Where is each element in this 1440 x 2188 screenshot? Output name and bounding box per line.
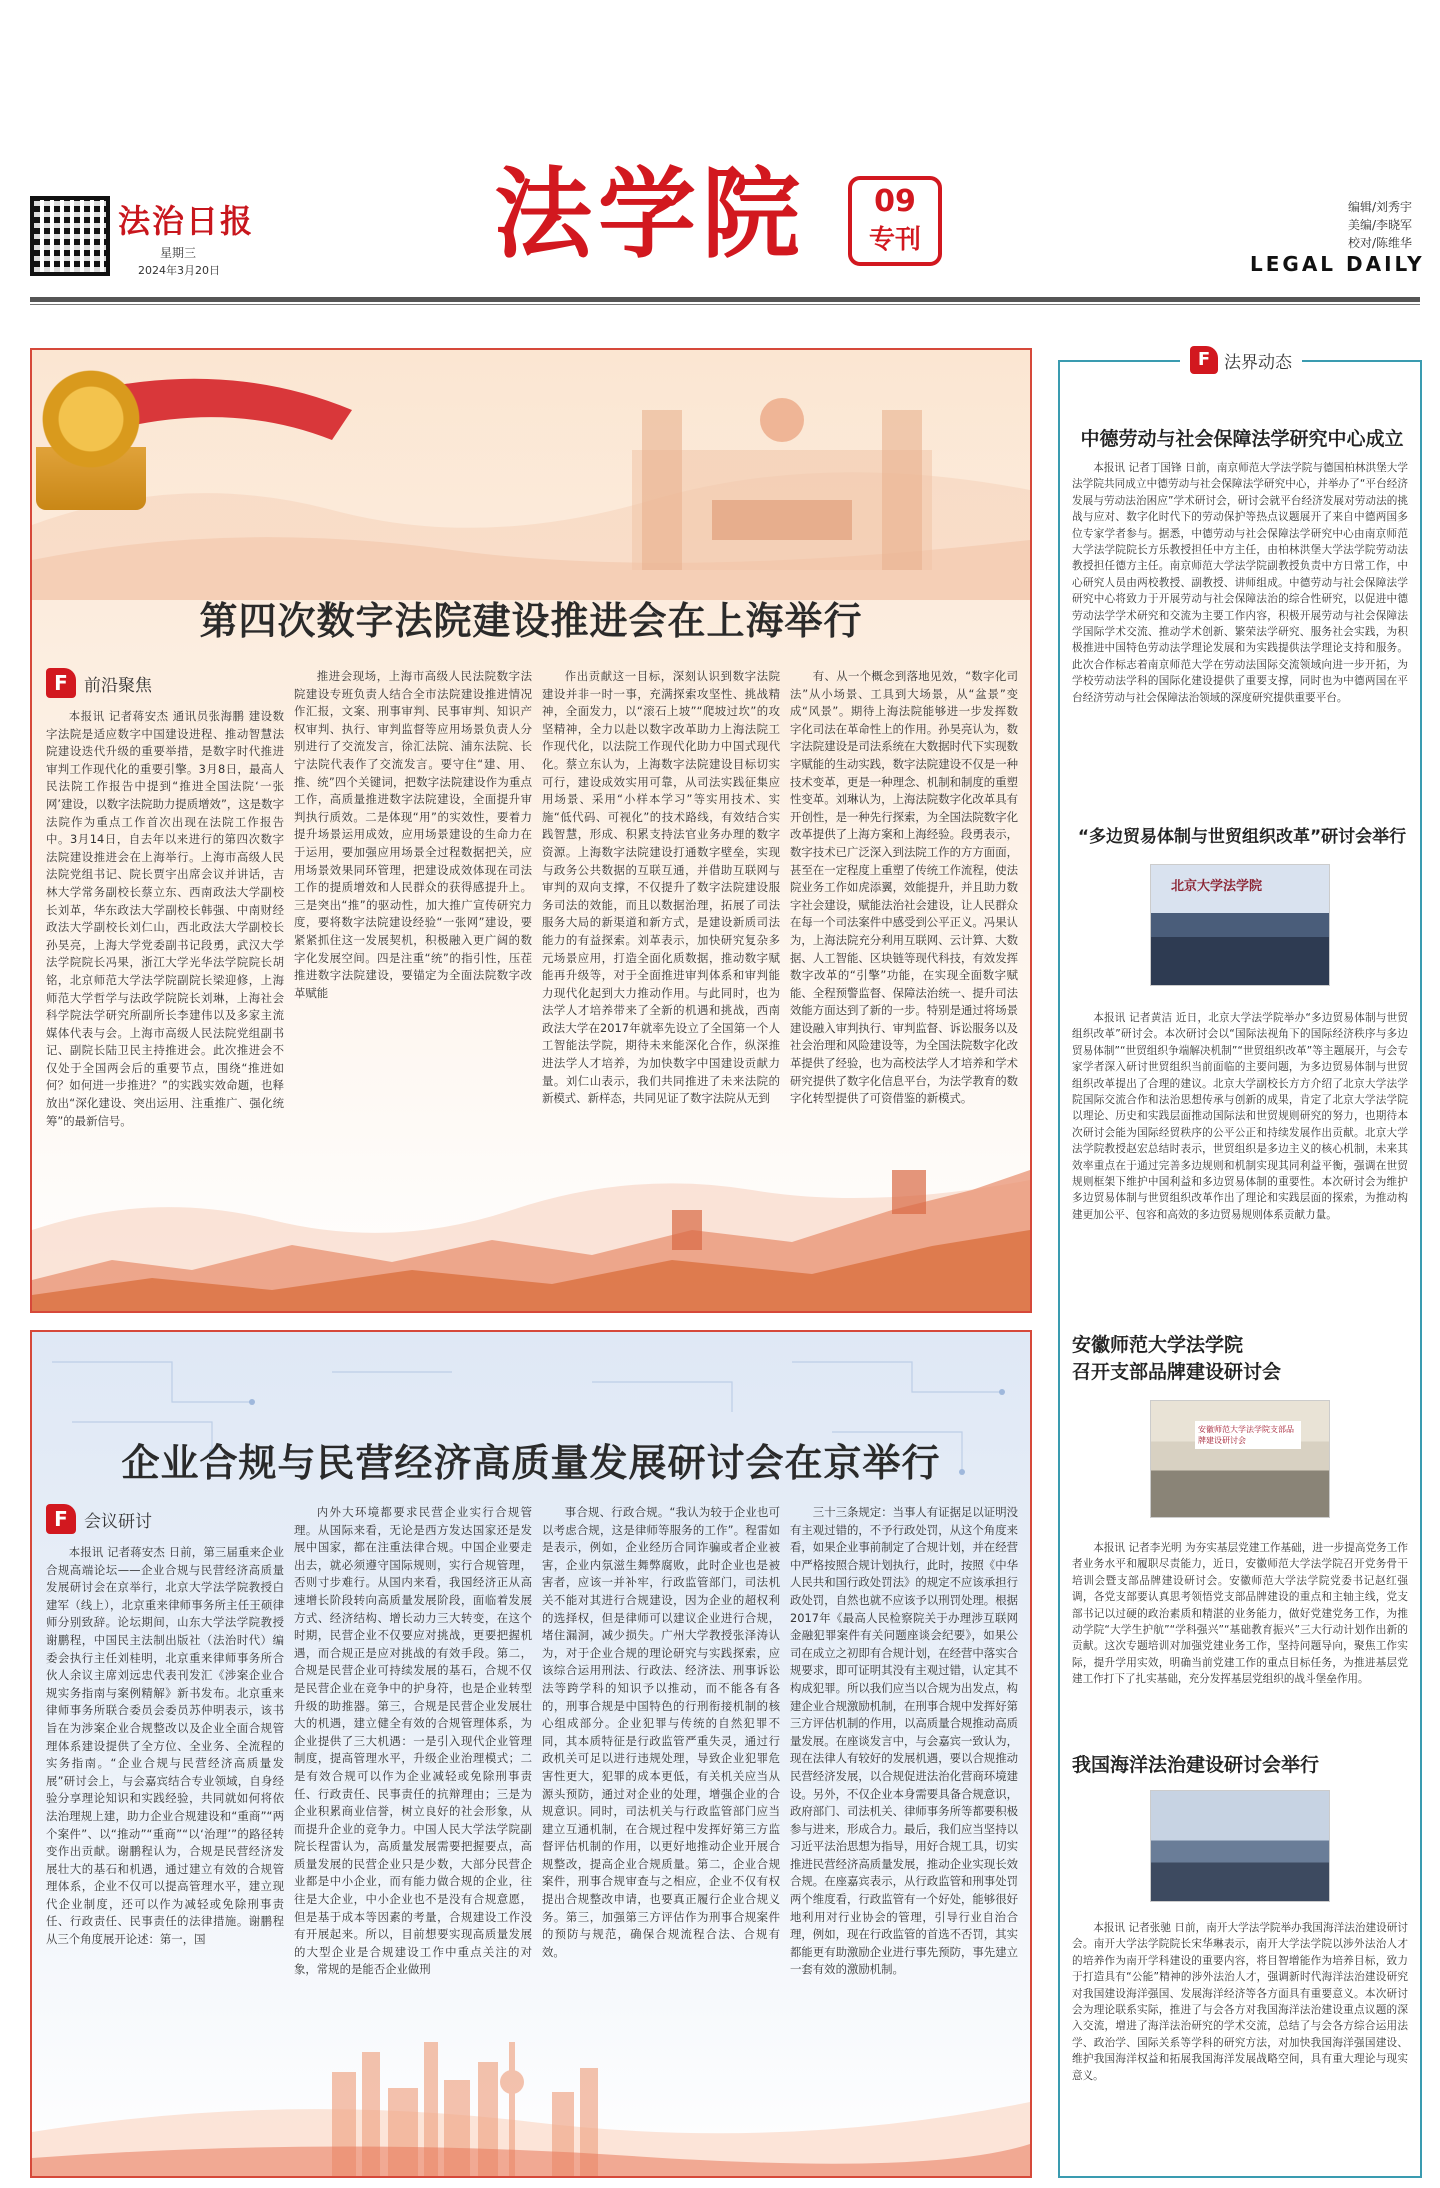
- article1-column-tag: [46, 668, 152, 698]
- article1-box: [30, 348, 1032, 1313]
- weekday: 星期三: [160, 246, 197, 260]
- page-label: 专刊: [868, 225, 921, 255]
- column-tag-label: 会议研讨: [84, 1511, 152, 1532]
- page-badge: [848, 176, 942, 266]
- article1-col-4: [790, 668, 1018, 1168]
- article1-paragraph: 有、从一个概念到落地见效，“数字化司法”从小场景、工具到大场景，从“盆景”变成“风景”。期待上海法院能够进一步发挥数字化司法在革命性上的作用。孙昊亮认为，数字法院建设是司法系统在大数据时代下实现数字赋能的生动实践，数字法院建设不仅是一种技术变革，更是一种理念、机制和制度的重塑性变革。刘琳认为，上海法院数字化改革具有开创性，是一种先行探索，为全国法院数字化改革提供了上海方案和上海经验。段勇表示，数字技术已广泛深入到法院工作的方方面面，甚至在一定程度上重塑了传统工作流程，使法院业务工作如虎添翼，效能提升，并且助力数字社会建设，赋能法治社会建设，让人民群众在每一个司法案件中感受到公平正义。冯果认为，上海法院充分利用互联网、云计算、大数据、人工智能、区块链等现代科技，有效发挥数字改革的“引擎”功能，在实现全面数字赋能、全程预警监督、保障法治统一、提升司法效能方面达到了新的一步。特别是通过将场景建设融入审判执行、审判监督、诉讼服务以及社会治理和风险建设等，为全国法院数字化改革提供了经验，也为高校法学人才培养和学术研究提供了数字化信息平台，为法学教育的数字化转型提供了可资借鉴的新模式。: [790, 669, 1018, 1106]
- article2-col-3: [542, 1504, 780, 2056]
- news3-headline-line1: 安徽师范大学法学院: [1072, 1334, 1244, 1356]
- article1-col-3: [542, 668, 780, 1168]
- article2-col-4: [790, 1504, 1018, 2056]
- great-wall-illustration: [32, 1150, 1030, 1311]
- qr-code: [30, 196, 110, 276]
- article1-col-2: [294, 668, 532, 1168]
- news1-paragraph: 本报讯 记者丁国锋 日前，南京师范大学法学院与德国柏林洪堡大学法学院共同成立中德劳动与社会保障法学研究中心，并举办了“平台经济发展与劳动法治困应”学术研讨会，研讨会就平台经济发展对劳动法的挑战与应对、数字化时代下的劳动保护等热点议题展开了来自中德两国多位专家学者参与。据悉，中德劳动与社会保障法学研究中心由南京师范大学法学院院长方乐教授担任中方主任，由柏林洪堡大学法学院劳动法教授担任德方主任。南京师范大学法学院副教授负责中方日常工作，中心研究人员由两校教授、副教授、讲师组成。中德劳动与社会保障法学研究中心将致力于开展劳动与社会保障法治的综合性研究，以促进中德劳动法学学术研究和交流为主要工作内容，积极开展劳动与社会保障法学国际学术交流、推动学术创新、繁荣法学研究、服务社会实践，为积极推进中国特色劳动法学理论发展和为实践提供法学理论支持和服务。此次合作标志着南京师范大学在劳动法国际交流领域向进一步开拓，为学校劳动法学科的国际化建设提供了重要支撑，同时也为中德两国在平台经济劳动与社会保障法治领域的深度研究提供重要平台。: [1072, 462, 1408, 704]
- page-number: 09: [874, 184, 916, 219]
- news4-headline: 我国海洋法治建设研讨会举行: [1072, 1754, 1320, 1776]
- news3-headline: [1072, 1330, 1412, 1384]
- lion-statue-icon: [36, 370, 146, 510]
- news4-paragraph: 本报讯 记者张驰 日前，南开大学法学院举办我国海洋法治建设研讨会。南开大学法学院院长宋华琳表示，南开大学法学院以涉外法治人才的培养作为南开学科建设的重要内容，将目智增能作为培养目标，致力于打造具有“公能”精神的涉外法治人才，强调新时代海洋法治建设研究对我国建设海洋强国、发展海洋经济等各方面具有重要意义。本次研讨会为理论联系实际，推进了与会各方对我国海洋法治建设重点议题的深入交流，增进了海洋法治研究的学术交流，总结了与会各方综合运用法学、政治学、国际关系等学科的研究方法，对加快我国海洋强国建设、维护我国海洋权益和拓展我国海洋发展战略空间，具有重大理论与现实意义。: [1072, 1922, 1408, 2082]
- column-tag-label: 前沿聚焦: [84, 675, 152, 696]
- article2-column-tag: [46, 1504, 152, 1534]
- article1-col-1: [46, 708, 284, 1168]
- editor-credit: 编辑/刘秀宇: [1348, 200, 1413, 214]
- article2-headline: 企业合规与民营经济高质量发展研讨会在京举行: [121, 1441, 941, 1485]
- article1-headline: 第四次数字法院建设推进会在上海举行: [199, 599, 863, 643]
- news2-paragraph: 本报讯 记者黄洁 近日，北京大学法学院举办“多边贸易体制与世贸组织改革”研讨会。本次研讨会以“国际法视角下的国际经济秩序与多边贸易体制”“世贸组织争端解决机制”“世贸组织改革”等主题展开，与会专家学者深入研讨世贸组织当前面临的主要问题，为多边贸易体制与世贸组织改革提出了合理的建议。北京大学副校长方方介绍了北京大学法学院国际交流合作和法治思想传承与创新的成果，肯定了北京大学法学院以理论、历史和实践层面推动国际法和世贸规则研究的努力，也期待本次研讨会能为国际经贸秩序的公平公正和持续发展作出贡献。北京大学法学院教授赵宏总结时表示，世贸组织是多边主义的核心机制，未来其效率重点在于通过完善多边规则和机制实现其同利益平衡，强调在世贸规则框架下维护中国利益和多边贸易体制的重要性。本次研讨会为维护多边贸易体制与世贸组织改革作出了理论和实践层面的探索，为推动构建更加公平、包容和高效的多边贸易规则体系贡献力量。: [1072, 1012, 1408, 1221]
- masthead-rule: [30, 297, 1420, 302]
- news4-photo: [1150, 1790, 1330, 1902]
- news3-photo: [1150, 1400, 1330, 1518]
- photo-caption: 安徽师范大学法学院支部品牌建设研讨会: [1195, 1421, 1301, 1449]
- sidebar-section-label: 法界动态: [1224, 352, 1292, 373]
- paper-name: 法治日报: [118, 202, 255, 240]
- city-skyline-illustration: [32, 2032, 1030, 2176]
- news2-photo: [1150, 864, 1330, 986]
- courtroom-illustration: [32, 350, 1030, 600]
- article2-col-2: [294, 1504, 532, 2056]
- column-tag-icon: F: [1190, 346, 1218, 374]
- news1-headline: 中德劳动与社会保障法学研究中心成立: [1080, 428, 1404, 450]
- news1-body: [1072, 460, 1408, 780]
- article2-paragraph: 本报讯 记者蒋安杰 日前，第三届重来企业合规高端论坛——企业合规与民营经济高质量发展研讨会在京举行，北京大学法学院教授白建军（线上），北京重来律师事务所主任王硕律师分别致辞。论坛期间，山东大学法学院教授谢鹏程，中国民主法制出版社（法治时代）编委会执行主任刘桂明，北京重来律师事务所合伙人余议主席刘远忠代表刊发汇《涉案企业合规实务指南与案例精解》新书发布。北京重来律师事务所联合委员会委员苏仲明表示，该书旨在为涉案企业合规整改以及企业全面合规管理体系建设提供了全方位、全业务、全流程的实务指南。“企业合规与民营经济高质量发展”研讨会上，与会嘉宾结合专业领域，自身经验分享理论知识和实践经验，共同就如何将依法治理规上建，助力企业合规建设和“重商”“两个案件”、以“推动”“重商”“以‘治理’”的路径转变作出贡献。谢鹏程认为，合规是民营经济发展壮大的基石和机遇，通过建立有效的合规管理体系，企业不仅可以提高管理水平，建立现代企业制度，还可以作为减轻或免除刑事责任、行政责任、民事责任的法律措施。谢鹏程从三个角度展开论述：第一，国: [46, 1545, 284, 1947]
- news2-headline: “多边贸易体制与世贸组织改革”研讨会举行: [1077, 827, 1407, 847]
- news3-paragraph: 本报讯 记者李光明 为夯实基层党建工作基础，进一步提高党务工作者业务水平和履职尽责能力，近日，安徽师范大学法学院召开党务骨干培训会暨支部品牌建设研讨会。安徽师范大学法学院党委书记赵红强调，各党支部要认真思考领悟党支部品牌建设的重点和主轴主线，党支部书记以过硬的政治素质和精湛的业务能力，做好党建党务工作，为推动学院“大学生护航”“学科强兴”“基础教育振兴”三大行动计划作出新的贡献。这次专题培训对加强党建业务工作，坚持问题导向，聚焦工作实际，提升学用实效，明确当前党建工作的重点目标任务，为推进基层党建工作打下了扎实基础，充分发挥基层党组织的战斗堡垒作用。: [1072, 1542, 1408, 1686]
- issue-date: 2024年3月20日: [138, 264, 220, 277]
- news3-headline-line2: 召开支部品牌建设研讨会: [1072, 1361, 1282, 1383]
- staff-credits: [1348, 198, 1412, 252]
- article2-paragraph: 事合规、行政合规。“我认为较于企业也可以考虑合规，这是律师等服务的工作”。程雷如是表示，例如，企业经历合同诈骗或者企业被害，企业内氛滋生舞弊腐败，此时企业也是被害者，应该一并补牢，行政监管部门，司法机关不能对其进行合规建设，因为企业的超权利的选择权，但是律师可以建议企业进行合规，堵住漏洞，减少损失。广州大学教授张泽涛认为，对于企业合规的理论研究与实践探索，应该综合运用刑法、行政法、经济法、刑事诉讼法等跨学科的知识予以推动，而不能各有各的，刑事合规是中国特色的行刑衔接机制的核心组成部分。企业犯罪与传统的自然犯罪不同，其本质特征是行政监管严重失灵，通过行政机关可足以进行违规处理，导致企业犯罪危害性更大，犯罪的成本更低，有关机关应当从源头预防，通过对企业的处理，增强企业的合规意识。同时，司法机关与行政监管部门应当建立互通机制，在合规过程中发挥好第三方监督评估机制的作用，以更好地推动企业开展合规整改，提高企业合规质量。第二，企业合规案件，刑事合规审查与之相应，企业不仅有权提出合规整改申请，也要真正履行企业合规义务。第三，加强第三方评估作为刑事合规案件的预防与规范，确保合规流程合法、合规有效。: [542, 1505, 780, 1959]
- masthead-rule-thin: [30, 304, 1420, 305]
- photo-sign: 北京大学法学院: [1171, 879, 1263, 894]
- article2-paragraph: 内外大环境都要求民营企业实行合规管理。从国际来看，无论是西方发达国家还是发展中国家，都在注重法律合规。中国企业要走出去，就必须遵守国际规则，实行合规管理，否则寸步难行。从国内来看，我国经济正从高速增长阶段转向高质量发展阶段，面临着发展方式、经济结构、增长动力三大转变，在这个时期，民营企业不仅要应对挑战，更要把握机遇，而合规正是应对挑战的有效手段。第二，合规是民营企业可持续发展的基石，合规不仅是民营企业在竞争中的护身符，也是企业转型升级的助推器。第三，合规是民营企业发展壮大的机遇，建立健全有效的合规管理体系，为企业提供了三大机遇：一是引入现代企业管理制度，提高管理水平，升级企业治理模式；二是有效合规可以作为企业减轻或免除刑事责任、行政责任、民事责任的抗辩理由；三是为企业积累商业信誉，树立良好的社会形象，从而提升企业的竞争力。中国人民大学法学院副院长程雷认为，高质量发展需要把握要点，高质量发展的民营企业只是少数，大部分民营企业都是中小企业，而有能力做合规的企业，往往是大企业，中小企业也不是没有合规意愿，但是基于成本等因素的考量，合规建设工作没有开展起来。所以，目前想要实现高质量发展的大型企业是合规建设工作中重点关注的对象，常规的是能否企业做刑: [294, 1505, 532, 1977]
- news4-body: [1072, 1920, 1408, 2165]
- proofreader-credit: 校对/陈维华: [1348, 236, 1413, 250]
- article2-paragraph: 三十三条规定：当事人有证据足以证明没有主观过错的，不予行政处罚，从这个角度来看，如果企业事前制定了合规计划，并在经营中严格按照合规计划执行，此时，按照《中华人民共和国行政处罚法》的规定不应该承担行政处罚，自然也就不应该予以刑罚处理。根据2017年《最高人民检察院关于办理涉互联网金融犯罪案件有关问题座谈会纪要》，如果公司在成立之初即有合规计划，在经营中落实合规要求，即可证明其没有主观过错，认定其不构成犯罪。所以我们应当以合规为出发点，构建企业合规激励机制，在刑事合规中发挥好第三方评估机制的作用，以高质量合规推动高质量发展。在座谈发言中，与会嘉宾一致认为，现在法律人有较好的发展机遇，要以合规推动民营经济发展，以合规促进法治化营商环境建设。另外，不仅企业本身需要具备合规意识，政府部门、司法机关、律师事务所等都要积极参与进来，形成合力。最后，我们应当坚持以习近平法治思想为指导，用好合规工具，切实推进民营经济高质量发展，推动企业实现长效合规。在座嘉宾表示，从行政监管和刑事处罚两个维度看，行政监管有一个好处，能够很好地利用对行业协会的管理，引导行业自治合理，例如，现在行政监管的首选不否罚，其实都能更有助激励企业进行事先预防，事先建立一套有效的激励机制。: [790, 1505, 1018, 1977]
- article1-paragraph: 本报讯 记者蒋安杰 通讯员张海鹏 建设数字法院是适应数字中国建设进程、推动智慧法院建设迭代升级的重要举措，是数字时代推进审判工作现代化的重要引擎。3月8日，最高人民法院工作报告中提到“推进全国法院‘一张网’建设，以数字法院助力提质增效”，这是数字法院作为重点工作首次出现在法院工作报告中。3月14日，自去年以来进行的第四次数字法院建设推进会在上海举行。上海市高级人民法院党组书记、院长贾宇出席会议并讲话，吉林大学常务副校长蔡立东、西南政法大学副校长刘革，华东政法大学副校长韩强、中南财经政法大学副校长刘仁山，西北政法大学副校长孙昊亮，上海大学党委副书记段勇，武汉大学法学院院长冯果，浙江大学光华法学院院长胡铭，北京师范大学法学院副院长梁迎修，上海师范大学哲学与法政学院院长刘琳，上海社会科学院法学研究所副所长李建伟以及多家主流媒体代表与会。上海市高级人民法院党组副书记、副院长陆卫民主持推进会。此次推进会不仅处于全国两会后的重要节点，围绕“推进如何？如何进一步推进？”的实践实效命题，也释放出“深化建设、突出运用、注重推广、强化统筹”的最新信号。: [46, 709, 284, 1128]
- column-tag-icon: F: [46, 668, 76, 698]
- column-tag-icon: F: [46, 1504, 76, 1534]
- news-sidebar-label: [1180, 346, 1302, 374]
- news2-body: [1072, 1010, 1408, 1310]
- designer-credit: 美编/李晓军: [1348, 218, 1413, 232]
- section-title: 法学院: [494, 158, 807, 272]
- article1-paragraph: 推进会现场，上海市高级人民法院数字法院建设专班负责人结合全市法院建设推进情况作汇报，文案、刑事审判、民事审判、知识产权审判、执行、审判监督等应用场景负责人分别进行了交流发言，徐汇法院、浦东法院、长宁法院代表作了交流发言。要守住“建、用、推、统”四个关键词，把数字法院建设作为重点工作，高质量推进数字法院建设，全面提升审判执行质效。二是体现“用”的实效性，要着力提升场景运用成效，应用场景建设的生命力在于运用，要加强应用场景全过程数据把关，应用场景效果同环管理，把建设成效体现在司法工作的提质增效和人民群众的获得感提升上。三是突出“推”的驱动性，加大推广宣传研究力度，要将数字法院建设经验“一张网”建设，要紧紧抓住这一发展契机，积极融入更广阔的数字化发展空间。四是注重“统”的指引性，压茬推进数字法院建设，要锚定为全面法院数字改革赋能: [294, 669, 532, 1000]
- brand-en: LEGAL DAILY: [1250, 252, 1425, 276]
- article2-col-1: [46, 1544, 284, 2056]
- article2-box: [30, 1330, 1032, 2178]
- article1-paragraph: 作出贡献这一目标，深刻认识到数字法院建设并非一时一事，充满探索攻坚性、挑战精神，全面发力，以“滚石上坡”“爬坡过坎”的攻坚精神，全力以赴以数字改革助力上海法院工作现代化，以法院工作现代化助力中国式现代化。蔡立东认为，上海数字法院建设目标切实可行，建设成效实用可靠，从司法实践征集应用场景、采用“小样本学习”等实用技术、实施“低代码、可视化”的技术路线，有效结合实践智慧，形成、积累支持法官业务办理的数字资源。上海数字法院建设打通数字壁垒，实现与政务公共数据的互联互通，并借助互联网与审判的双向支撑，不仅提升了数字法院建设服务司法的效能，而且以数据治理，拓展了司法服务大局的新渠道和新方式，是建设新质司法能力的有益探索。刘革表示，加快研究复杂多元场景应用，打造全面化质数据，推动数字赋能再升级等，对于全面推进审判体系和审判能力现代化起到大力推动作用。与此同时，也为法学人才培养带来了全新的机遇和挑战，西南政法大学在2017年就率先设立了全国第一个人工智能法学院，期待未来能深化合作，纵深推进法学人才培养，为加快数字中国建设贡献力量。刘仁山表示，我们共同推进了未来法院的新模式、新样态，共同见证了数字法院从无到: [542, 669, 780, 1106]
- news3-body: [1072, 1540, 1408, 1730]
